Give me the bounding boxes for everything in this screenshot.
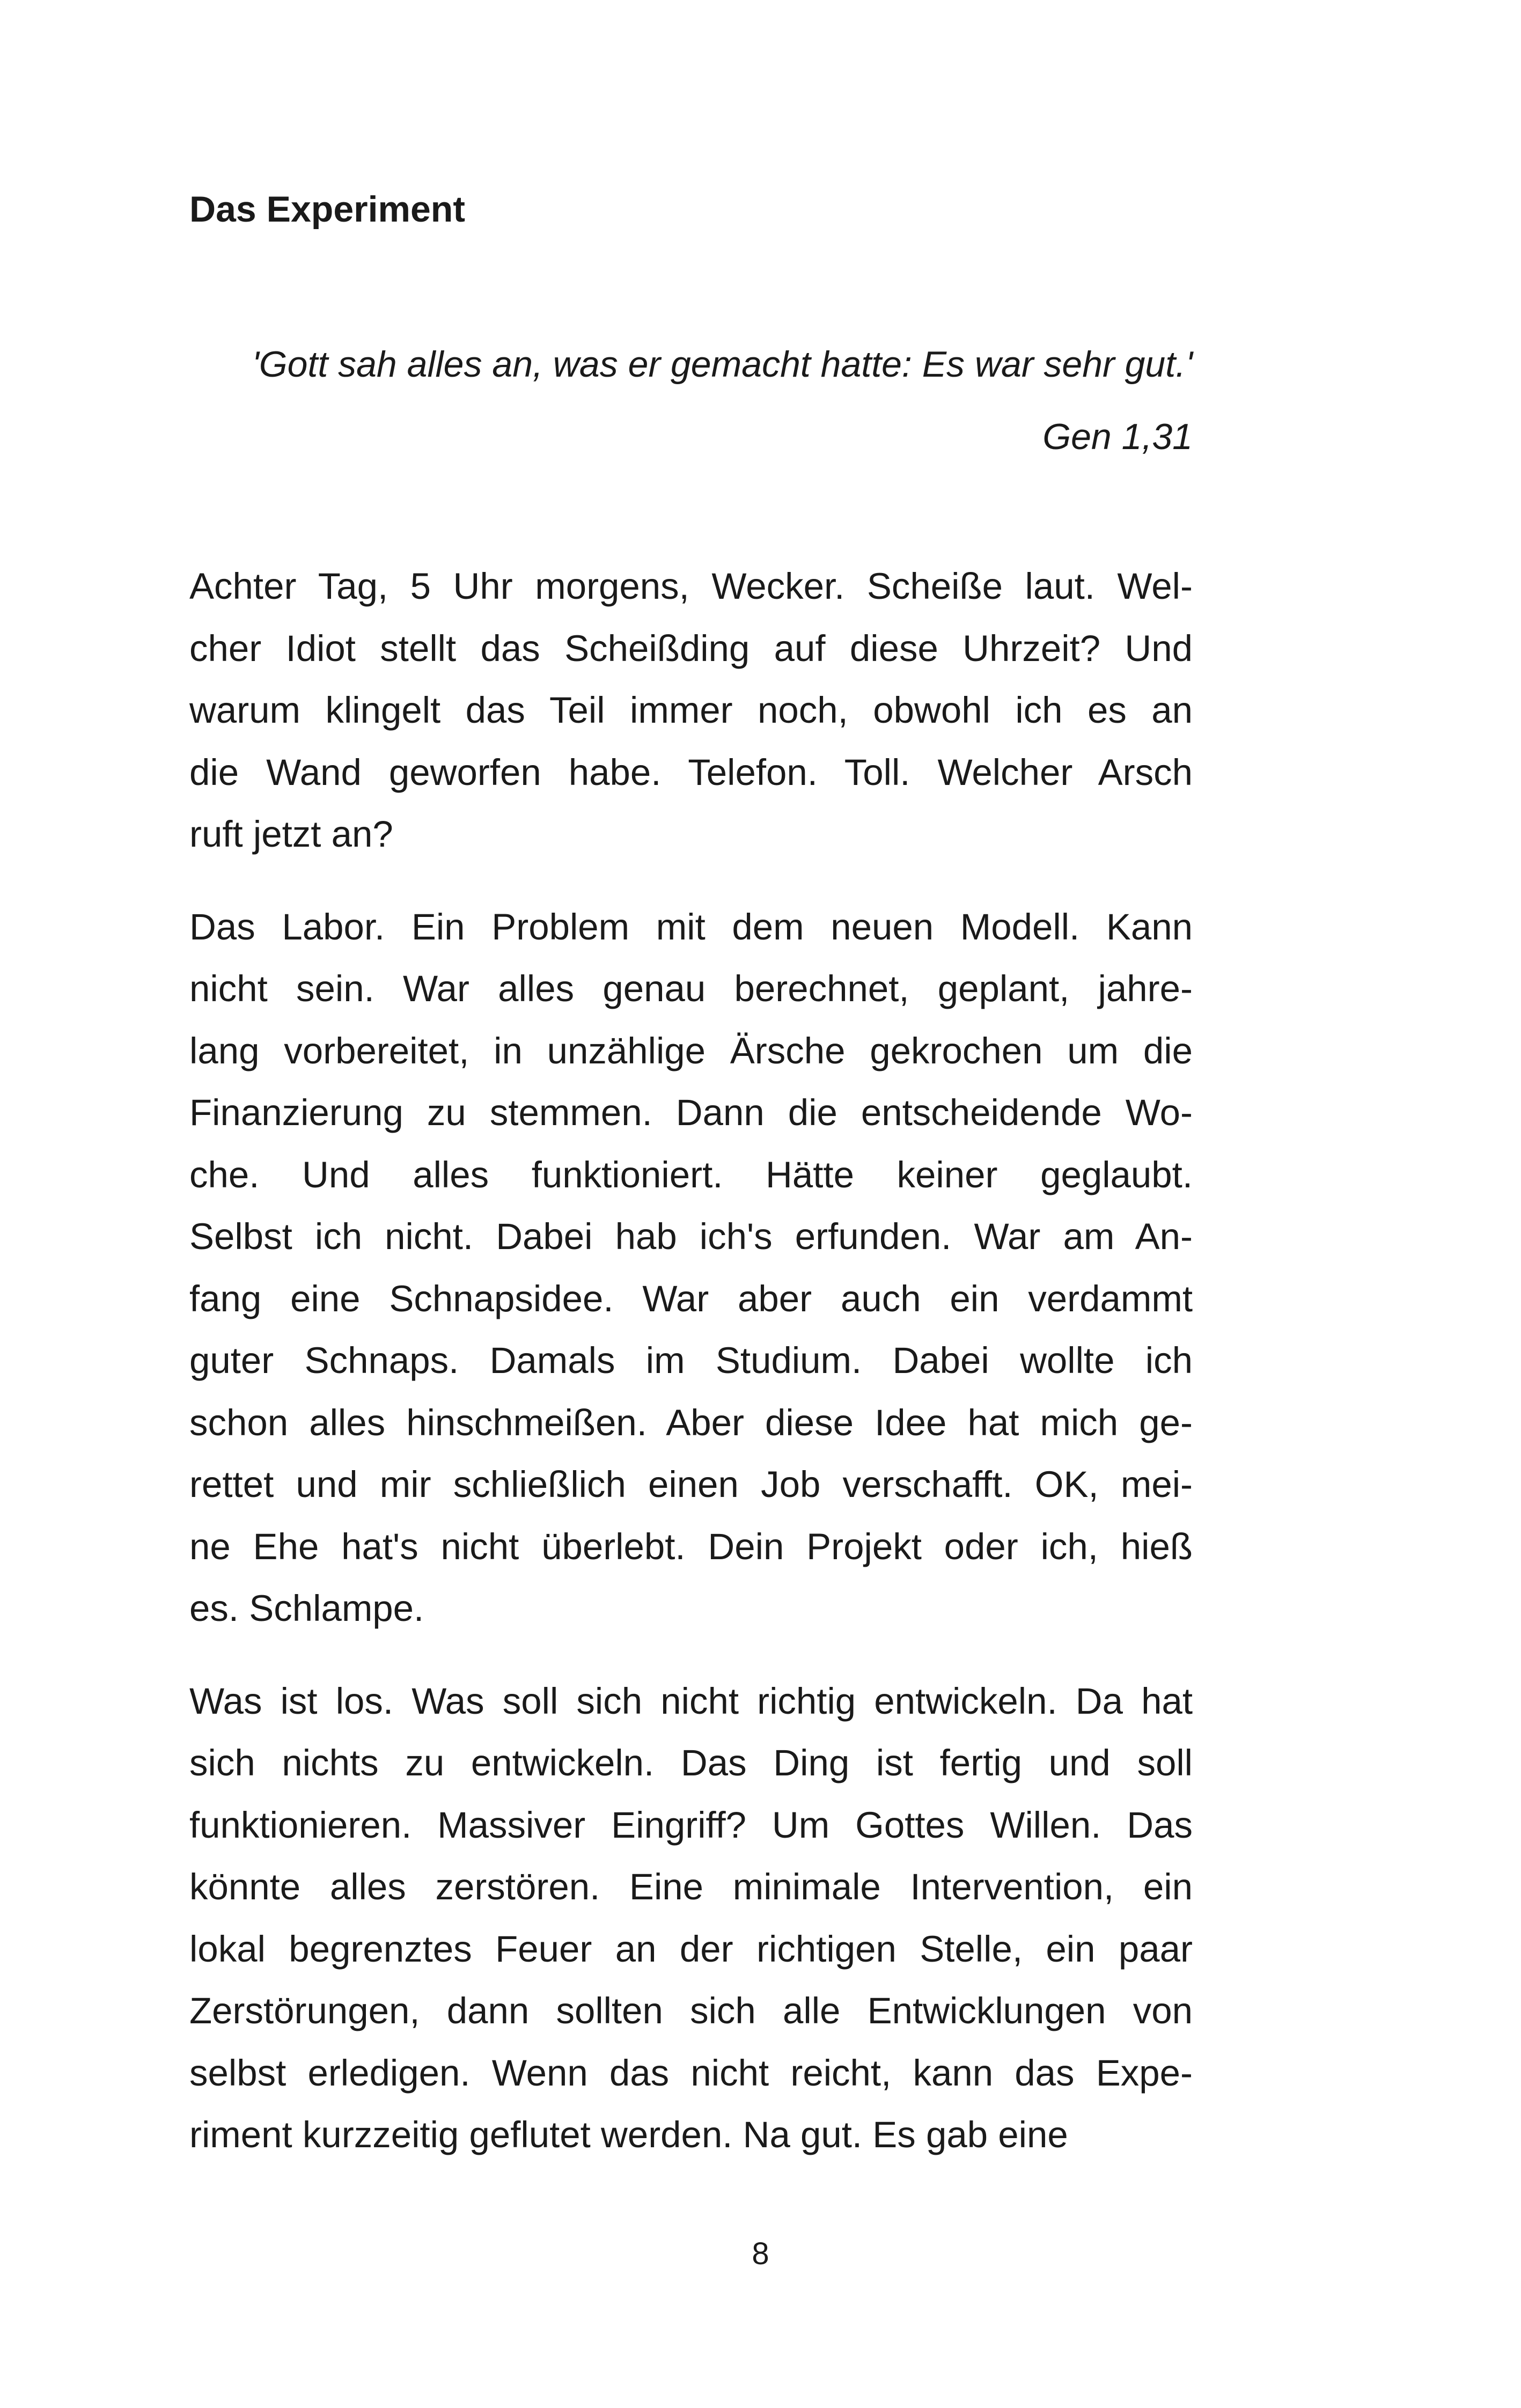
text-line: Finanzierung zu stemmen. Dann die entscheidende Wo- xyxy=(189,1092,1193,1133)
text-line: die Wand geworfen habe. Telefon. Toll. Welcher Arsch xyxy=(189,751,1193,793)
text-line: schon alles hinschmeißen. Aber diese Idee hat mich ge- xyxy=(189,1401,1193,1443)
chapter-heading: Das Experiment xyxy=(189,189,465,230)
text-line: könnte alles zerstören. Eine minimale Intervention, ein xyxy=(189,1866,1193,1907)
text-line: ruft jetzt an? xyxy=(189,813,393,855)
text-line: fang eine Schnapsidee. War aber auch ein verdammt xyxy=(189,1278,1193,1319)
paragraph-1 xyxy=(189,555,1193,865)
text-line: Selbst ich nicht. Dabei hab ich's erfunden. War am An- xyxy=(189,1216,1193,1257)
text-line: guter Schnaps. Damals im Studium. Dabei wollte ich xyxy=(189,1340,1193,1381)
text-line: lokal begrenztes Feuer an der richtigen Stelle, ein paar xyxy=(189,1928,1193,1970)
paragraph-2 xyxy=(189,896,1193,1640)
text-line: sich nichts zu entwickeln. Das Ding ist fertig und soll xyxy=(189,1742,1193,1783)
text-line: Achter Tag, 5 Uhr morgens, Wecker. Scheiße laut. Wel- xyxy=(189,566,1193,607)
epigraph-quote: 'Gott sah alles an, was er gemacht hatte: Es war sehr gut.' xyxy=(252,344,1193,385)
text-line: ne Ehe hat's nicht überlebt. Dein Projekt oder ich, hieß xyxy=(189,1525,1193,1567)
text-line: selbst erledigen. Wenn das nicht reicht, kann das Expe- xyxy=(189,2052,1193,2094)
text-line: nicht sein. War alles genau berechnet, geplant, jahre- xyxy=(189,968,1193,1009)
text-line: funktionieren. Massiver Eingriff? Um Gottes Willen. Das xyxy=(189,1804,1193,1846)
text-line: che. Und alles funktioniert. Hätte keiner geglaubt. xyxy=(189,1154,1193,1195)
epigraph-reference: Gen 1,31 xyxy=(1042,416,1193,457)
text-line: lang vorbereitet, in unzählige Ärsche gekrochen um die xyxy=(189,1030,1193,1071)
text-line: Was ist los. Was soll sich nicht richtig entwickeln. Da hat xyxy=(189,1680,1193,1722)
text-line: warum klingelt das Teil immer noch, obwohl ich es an xyxy=(189,689,1193,731)
text-line: cher Idiot stellt das Scheißding auf diese Uhrzeit? Und xyxy=(189,627,1193,669)
page-number: 8 xyxy=(752,2236,769,2271)
text-line: Zerstörungen, dann sollten sich alle Entwicklungen von xyxy=(189,1990,1193,2031)
chapter-body xyxy=(189,555,1193,2197)
text-line: es. Schlampe. xyxy=(189,1588,424,1629)
text-line: Das Labor. Ein Problem mit dem neuen Modell. Kann xyxy=(189,906,1193,948)
paragraph-3 xyxy=(189,1670,1193,2166)
text-line: riment kurzzeitig geflutet werden. Na gut. Es gab eine xyxy=(189,2114,1068,2155)
text-line: rettet und mir schließlich einen Job verschafft. OK, mei- xyxy=(189,1464,1193,1505)
